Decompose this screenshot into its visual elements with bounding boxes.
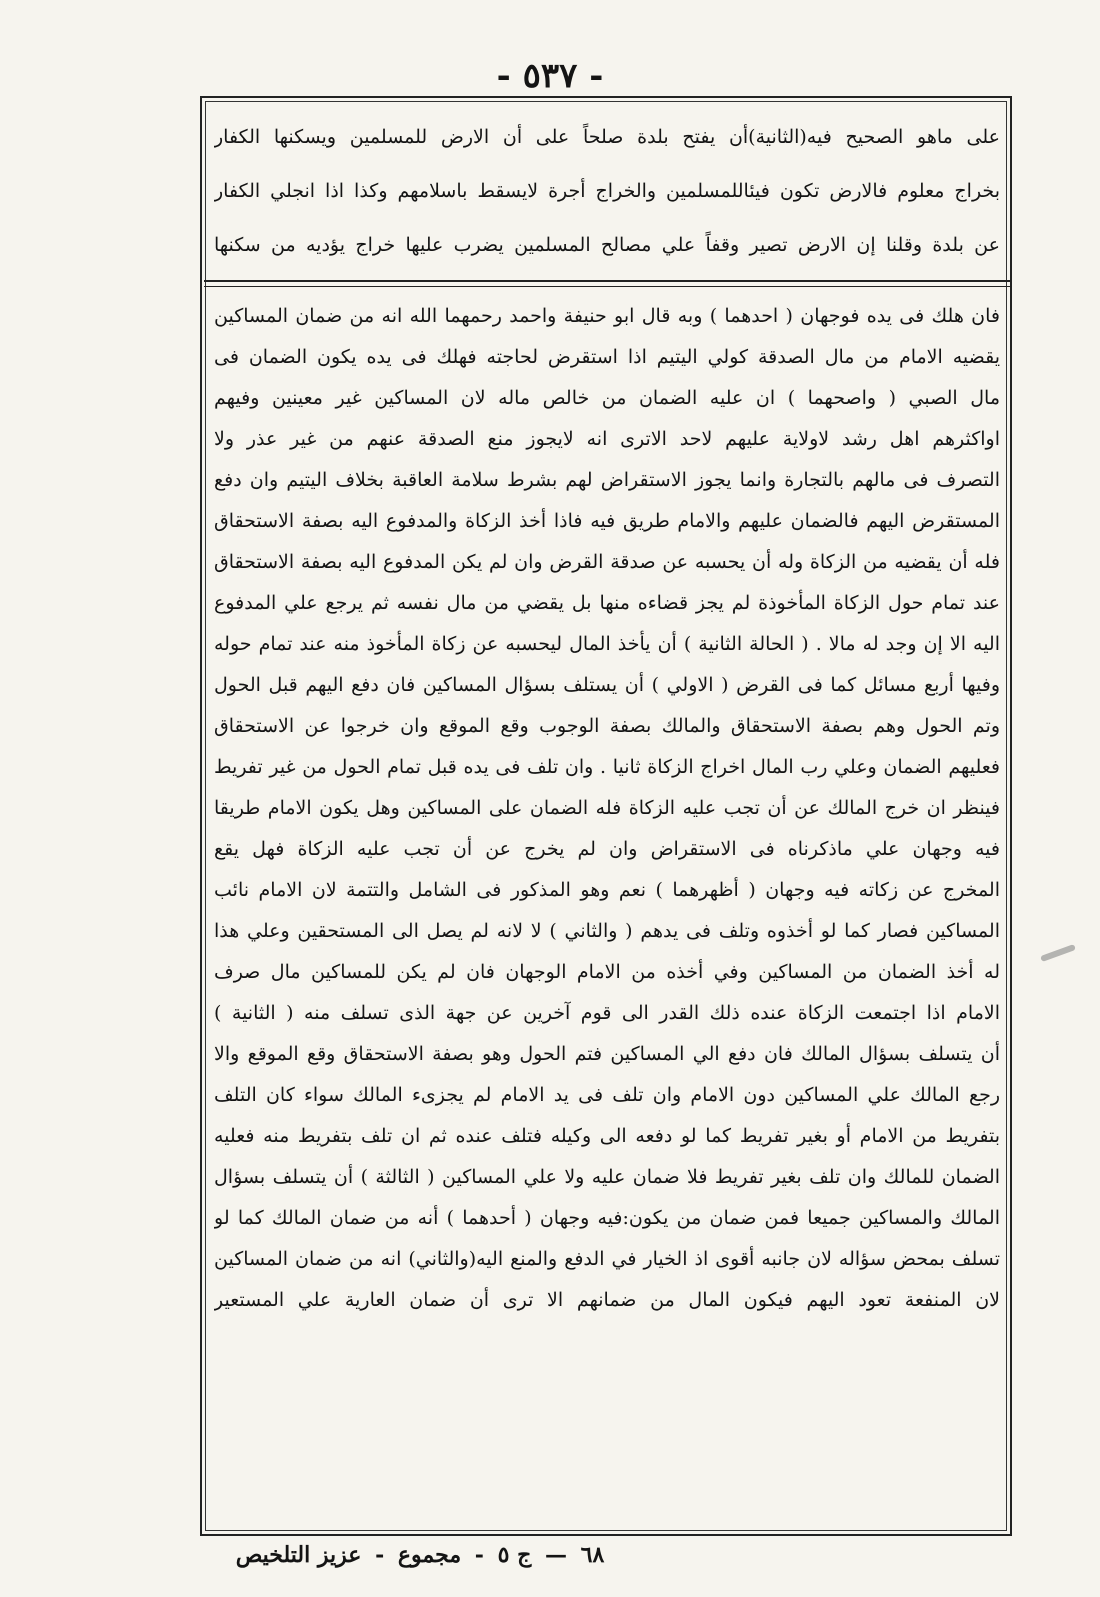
text-line: التصرف فى مالهم بالتجارة وانما يجوز الاستقراض لهم بشرط سلامة العاقبة بخلاف اليتيم وان دفع [214, 469, 1000, 491]
text-line: أن يتسلف بسؤال المالك فان دفع الي المساكين فتم الحول وهو بصفة الاستحقاق وقع الموقع والا [214, 1043, 1000, 1065]
text-line: بخراج معلوم فالارض تكون فيئاللمسلمين والخراج أجرة لايسقط باسلامهم وكذا اذا انجلي الكفار [214, 180, 1000, 202]
text-line: عن بلدة وقلنا إن الارض تصير وقفاً علي مصالح المسلمين يضرب عليها خراج يؤديه من سكنها [214, 234, 1000, 256]
text-line: وفيها أربع مسائل كما فى القرض ( الاولي ) أن يستلف بسؤال المساكين فان دفع اليهم قبل الحول [214, 674, 1000, 696]
text-line: عند تمام حول الزكاة المأخوذة لم يجز قضاءه منها بل يقضي من مال نفسه ثم يرجع علي المدفوع [214, 592, 1000, 614]
text-line: فان هلك فى يده فوجهان ( احدهما ) وبه قال ابو حنيفة واحمد رحمهما الله انه من ضمان المساكين [214, 305, 1000, 327]
text-line: الامام اذا اجتمعت الزكاة عنده ذلك القدر الى قوم آخرين عن جهة الذى تسلف منه ( الثانية ) [214, 1002, 1000, 1024]
footer-separator: — [544, 1542, 567, 1568]
text-line: فيه وجهان علي ماذكرناه فى الاستقراض وان لم يخرج عن أن تجب عليه الزكاة فهل يقع [214, 838, 1000, 860]
page-number: - ٥٣٧ - [496, 56, 604, 96]
text-line: له أخذ الضمان من المساكين وفي أخذه من الامام الوجهان فان لم يكن للمساكين مال صرف [214, 961, 1000, 983]
text-line: المالك والمساكين جميعا فمن ضمان من يكون:فيه وجهان ( أحدهما ) أنه من ضمان المالك كما لو [214, 1207, 1000, 1229]
text-line: المستقرض اليهم فالضمان عليهم والامام طريق فيه فاذا أخذ الزكاة والمدفوع اليه بصفة الاستحقاق [214, 510, 1000, 532]
text-line: اواكثرهم اهل رشد لاولاية عليهم لاحد الاترى انه لايجوز منع الصدقة عنهم من غير عذر ولا [214, 428, 1000, 450]
upper-text-block [214, 110, 1000, 273]
section-divider [204, 286, 1010, 287]
footer-title: مجموع [397, 1542, 462, 1568]
text-line: يقضيه الامام من مال الصدقة كولي اليتيم اذا استقرض لحاجته فهلك فى يده يكون الضمان فى [214, 346, 1000, 368]
text-line: الضمان للمالك وان تلف بغير تفريط فلا ضمان عليه ولا علي المساكين ( الثالثة ) أن يتسلف بسؤال [214, 1166, 1000, 1188]
text-line: المساكين فصار كما لو أخذوه وتلف فى يدهم ( والثاني ) لا لانه لم يصل الى المستحقين وعلي هذا [214, 920, 1000, 942]
text-line: فله أن يقضيه من الزكاة وله أن يحسبه عن صدقة القرض وان لم يكن المدفوع اليه بصفة الاستحقاق [214, 551, 1000, 573]
text-line: اليه الا إن وجد له مالا . ( الحالة الثانية ) أن يأخذ المال ليحسبه عن زكاة المأخوذ منه عند تمام حوله [214, 633, 1000, 655]
footer-subtitle: عزيز التلخيص [235, 1542, 362, 1568]
footer-volume: ج ٥ [497, 1542, 532, 1568]
text-line: لان المنفعة تعود اليهم فيكون المال من ضمانهم الا ترى أن ضمان العارية علي المستعير [214, 1289, 1000, 1311]
footer-separator: - [375, 1542, 385, 1568]
text-line: على ماهو الصحيح فيه(الثانية)أن يفتح بلدة صلحاً على أن الارض للمسلمين ويسكنها الكفار [214, 126, 1000, 148]
text-line: مال الصبي ( واصحهما ) ان عليه الضمان من خالص ماله لان المساكين غير معينين وفيهم [214, 387, 1000, 409]
text-line: وتم الحول وهم بصفة الاستحقاق والمالك بصفة الوجوب وقع الموقع وان خرجوا عن الاستحقاق [214, 715, 1000, 737]
page-footer [220, 1542, 620, 1568]
footer-separator: - [474, 1542, 484, 1568]
text-line: فعليهم الضمان وعلي رب المال اخراج الزكاة ثانيا . وان تلف فى يده قبل تمام الحول من غير تفريط [214, 756, 1000, 778]
text-line: رجع المالك علي المساكين دون الامام وان تلف فى يد الامام لم يجزىء المالك سواء كان التلف [214, 1084, 1000, 1106]
text-line: تسلف بمحض سؤاله لان جانبه أقوى اذ الخيار في الدفع والمنع اليه(والثاني) انه من ضمان المساكين [214, 1248, 1000, 1270]
footer-number: ٦٨ [580, 1542, 605, 1568]
text-line: المخرج عن زكاته فيه وجهان ( أظهرهما ) نعم وهو المذكور فى الشامل والتتمة لان الامام نائب [214, 879, 1000, 901]
ink-speck [1040, 944, 1076, 962]
section-divider [204, 280, 1010, 282]
text-line: فينظر ان خرج المالك عن أن تجب عليه الزكاة فله الضمان على المساكين وهل يكون الامام طريقا [214, 797, 1000, 819]
text-line: بتفريط من الامام أو بغير تفريط كما لو دفعه الى وكيله فتلف عنده ثم ان تلف بتفريط منه فعليه [214, 1125, 1000, 1147]
lower-text-block [214, 296, 1000, 1528]
